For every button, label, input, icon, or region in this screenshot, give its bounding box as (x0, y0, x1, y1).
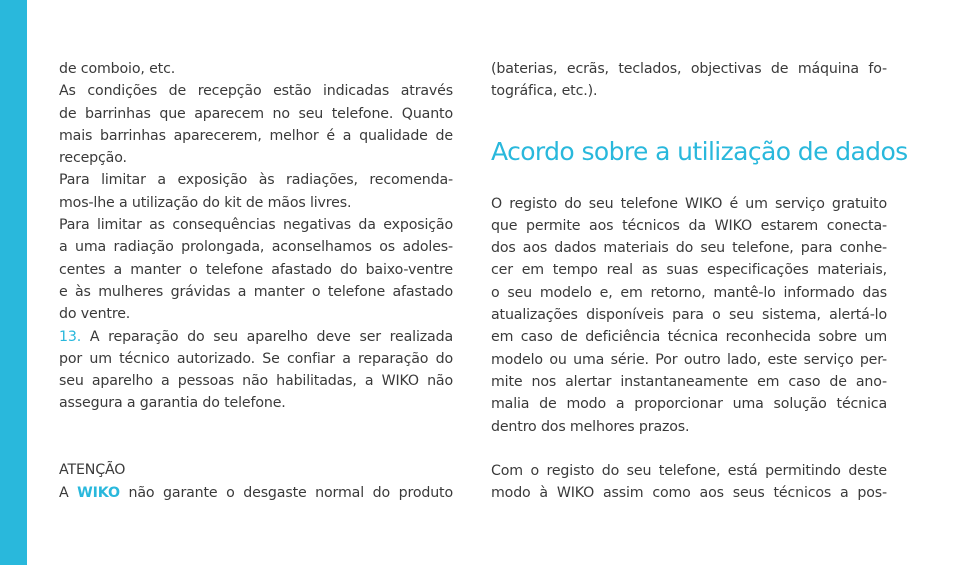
item-text: A reparação do seu aparelho deve ser realizada (81, 328, 453, 345)
body-line: recepção. (59, 150, 127, 167)
spacer (59, 415, 453, 460)
body-line: modelo ou uma série. Por outro lado, este serviço per- (491, 351, 887, 368)
brand-name: WIKO (77, 484, 120, 501)
body-line: Para limitar as consequências negativas da exposição (59, 217, 453, 234)
body-line: em caso de deficiência técnica reconhecida sobre um (491, 329, 887, 346)
body-line: malia de modo a proporcionar uma solução técnica (491, 396, 887, 413)
body-line: As condições de recepção estão indicadas através (59, 83, 453, 100)
body-line: (baterias, ecrãs, teclados, objectivas de máquina fo- (491, 61, 887, 77)
body-line: atualizações disponíveis para o seu sistema, alertá-lo (491, 307, 887, 324)
body-line: mos-lhe a utilização do kit de mãos livres. (59, 194, 352, 211)
body-line: tográfica, etc.). (491, 83, 598, 100)
body-line: modo à WIKO assim como aos seus técnicos a pos- (491, 485, 887, 502)
body-line: mite nos alertar instantaneamente em caso de ano- (491, 373, 887, 390)
body-line: mais barrinhas aparecerem, melhor é a qualidade de (59, 127, 453, 144)
body-line: centes a manter o telefone afastado do baixo-ventre (59, 261, 453, 278)
numbered-item-13 (59, 326, 453, 348)
attention-rest: não garante o desgaste normal do produto (119, 484, 453, 501)
body-line: que permite aos técnicos da WIKO estarem conecta- (491, 217, 887, 234)
attention-prefix: A (59, 484, 78, 501)
body-line: de barrinhas que aparecem no seu telefone. Quanto (59, 105, 453, 122)
attention-text (59, 482, 453, 504)
section-heading: Acordo sobre a utilização de dados (491, 136, 908, 166)
attention-title: ATENÇÃO (59, 462, 126, 479)
body-line: dentro dos melhores prazos. (491, 418, 690, 435)
left-accent-bar (0, 0, 27, 565)
body-line: assegura a garantia do telefone. (59, 395, 286, 412)
body-line: cer em tempo real as suas especificações materiais, (491, 262, 887, 279)
right-text-column (491, 58, 908, 505)
body-line: de comboio, etc. (59, 61, 176, 77)
body-line: o seu modelo e, em retorno, mantê-lo informado das (491, 284, 887, 301)
body-line: e às mulheres grávidas a manter o telefone afastado (59, 283, 453, 300)
body-line: Com o registo do seu telefone, está permitindo deste (491, 463, 887, 480)
body-line: do ventre. (59, 306, 131, 323)
body-line: por um técnico autorizado. Se confiar a reparação do (59, 350, 453, 367)
body-line: a uma radiação prolongada, aconselhamos os adoles- (59, 239, 453, 256)
body-line: dos aos dados materiais do seu telefone, para conhe- (491, 240, 887, 257)
body-line: O registo do seu telefone WIKO é um serviço gratuito (491, 195, 887, 212)
item-number: 13. (59, 328, 82, 345)
blank-line (491, 438, 887, 460)
left-text-column (59, 58, 453, 504)
body-line: Para limitar a exposição às radiações, recomenda- (59, 172, 453, 189)
body-line: seu aparelho a pessoas não habilitadas, a WIKO não (59, 373, 453, 390)
